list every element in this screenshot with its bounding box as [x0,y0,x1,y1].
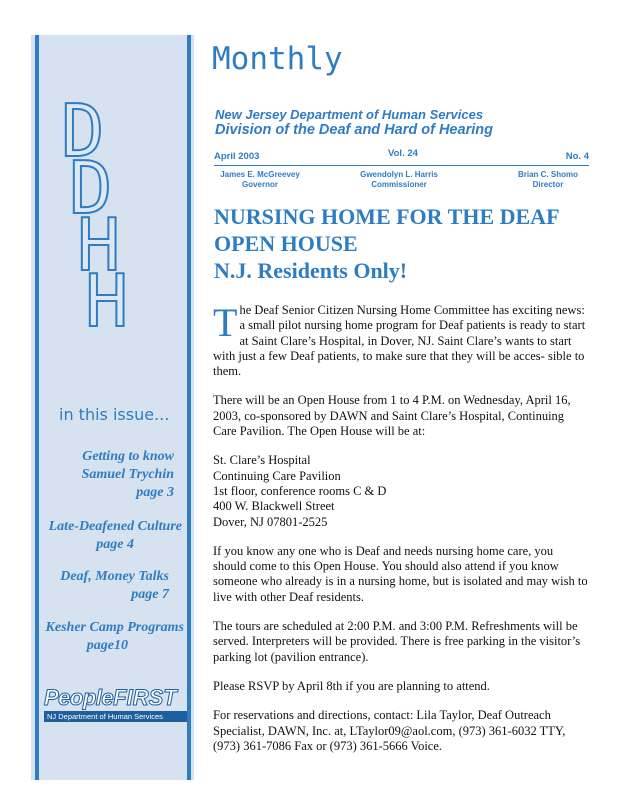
logo-people: People [44,685,114,710]
official-name: Brian C. Shomo [517,170,578,179]
article-paragraph: The tours are scheduled at 2:00 P.M. and 3:00 P.M. Refreshments will be served. Interpreters will be provided. There is free parking in the visitor’s parking lot (pavilion entrance). [213,619,581,664]
article-paragraph: For reservations and directions, contact: Lila Taylor, Deaf Outreach Specialist, DAWN, Inc. at, LTaylor09@aol.com, (973) 361-6032 TTY, (973) 361-7086 Fax or (973) 361-5666 Voice. [213,708,566,753]
address-block [213,453,589,529]
official-title: Commissioner [371,180,427,189]
issue-info-row [214,148,589,166]
toc-item-trychin[interactable] [82,448,174,502]
toc-item-money-talks[interactable] [60,568,169,604]
toc-page: page 3 [136,485,174,500]
drop-cap: T [213,300,238,345]
official-commissioner [339,170,459,190]
toc-line: Late-Deafened Culture [48,519,182,534]
sidebar-rule-left [35,35,39,780]
sidebar [31,35,194,780]
toc-line: Kesher Camp Programs [45,620,184,635]
logo-subtitle: NJ Department of Human Services [44,711,187,722]
official-name: Gwendolyn L. Harris [360,170,438,179]
ddhh-letter-h1: H [77,203,121,287]
officials-row [214,170,589,192]
agency-header [215,107,493,139]
official-governor [214,170,306,190]
toc-page: page10 [86,638,128,653]
headline-line: NURSING HOME FOR THE DEAF [214,204,560,229]
article-paragraph: If you know any one who is Deaf and needs nursing home care, you should come to this Open House. You should also attend if you know someone who already is in a nursing home, but is isolated and may wish to live with other Deaf residents. [213,543,588,604]
ddhh-letter-d1: D [61,89,105,173]
toc-page: page 4 [96,537,134,552]
address-line: 1st floor, conference rooms C & D [213,483,387,498]
newsletter-title: Monthly [212,41,343,77]
sidebar-rule-right [187,35,191,780]
article-paragraph [213,300,589,379]
agency-department: New Jersey Department of Human Services [215,107,484,122]
official-name: James E. McGreevey [220,170,300,179]
people-first-logo [44,687,187,722]
article-paragraph: There will be an Open House from 1 to 4 P.M. on Wednesday, April 16, 2003, co-sponsored by DAWN and Saint Clare’s Hospital, Continuing Care Pavilion. The Open House will be at: [213,393,571,439]
article-headline [214,203,560,284]
article-paragraph: Please RSVP by April 8th if you are planning to attend. [213,678,490,693]
toc-line: Samuel Trychin [81,467,174,482]
address-line: Continuing Care Pavilion [213,468,341,483]
toc-item-kesher-camp[interactable] [46,619,184,655]
official-director [507,170,589,190]
ddhh-letter-d2: D [69,146,113,230]
agency-division: Division of the Deaf and Hard of Hearing [215,122,493,138]
in-this-issue-label: in this issue... [59,405,170,424]
address-line: St. Clare’s Hospital [213,453,311,468]
toc-line: Deaf, Money Talks [60,569,169,584]
toc-line: Getting to know [82,449,174,464]
toc-page: page 7 [131,587,169,602]
headline-line: N.J. Residents Only! [214,258,408,283]
headline-line: OPEN HOUSE [214,231,358,256]
official-title: Director [532,180,564,189]
issue-date: April 2003 [214,151,260,162]
toc-item-late-deafened[interactable] [49,518,182,554]
ddhh-letter-h2: H [85,259,129,343]
issue-volume: Vol. 24 [388,148,418,159]
official-title: Governor [241,180,278,189]
article-body [213,300,589,768]
logo-first: FIRST [113,685,177,710]
article-text: he Deaf Senior Citizen Nursing Home Committee has exciting news: a small pilot nursing home program for Deaf patients is ready to start at Saint Clare’s Hospital, in Dover, NJ. Saint Clare’s wants to start with just a few Deaf patients, to make sure that they will be acces- sible to them. [213,303,586,379]
address-line: 400 W. Blackwell Street [213,499,335,514]
issue-number: No. 4 [565,151,589,162]
address-line: Dover, NJ 07801-2525 [213,514,328,529]
